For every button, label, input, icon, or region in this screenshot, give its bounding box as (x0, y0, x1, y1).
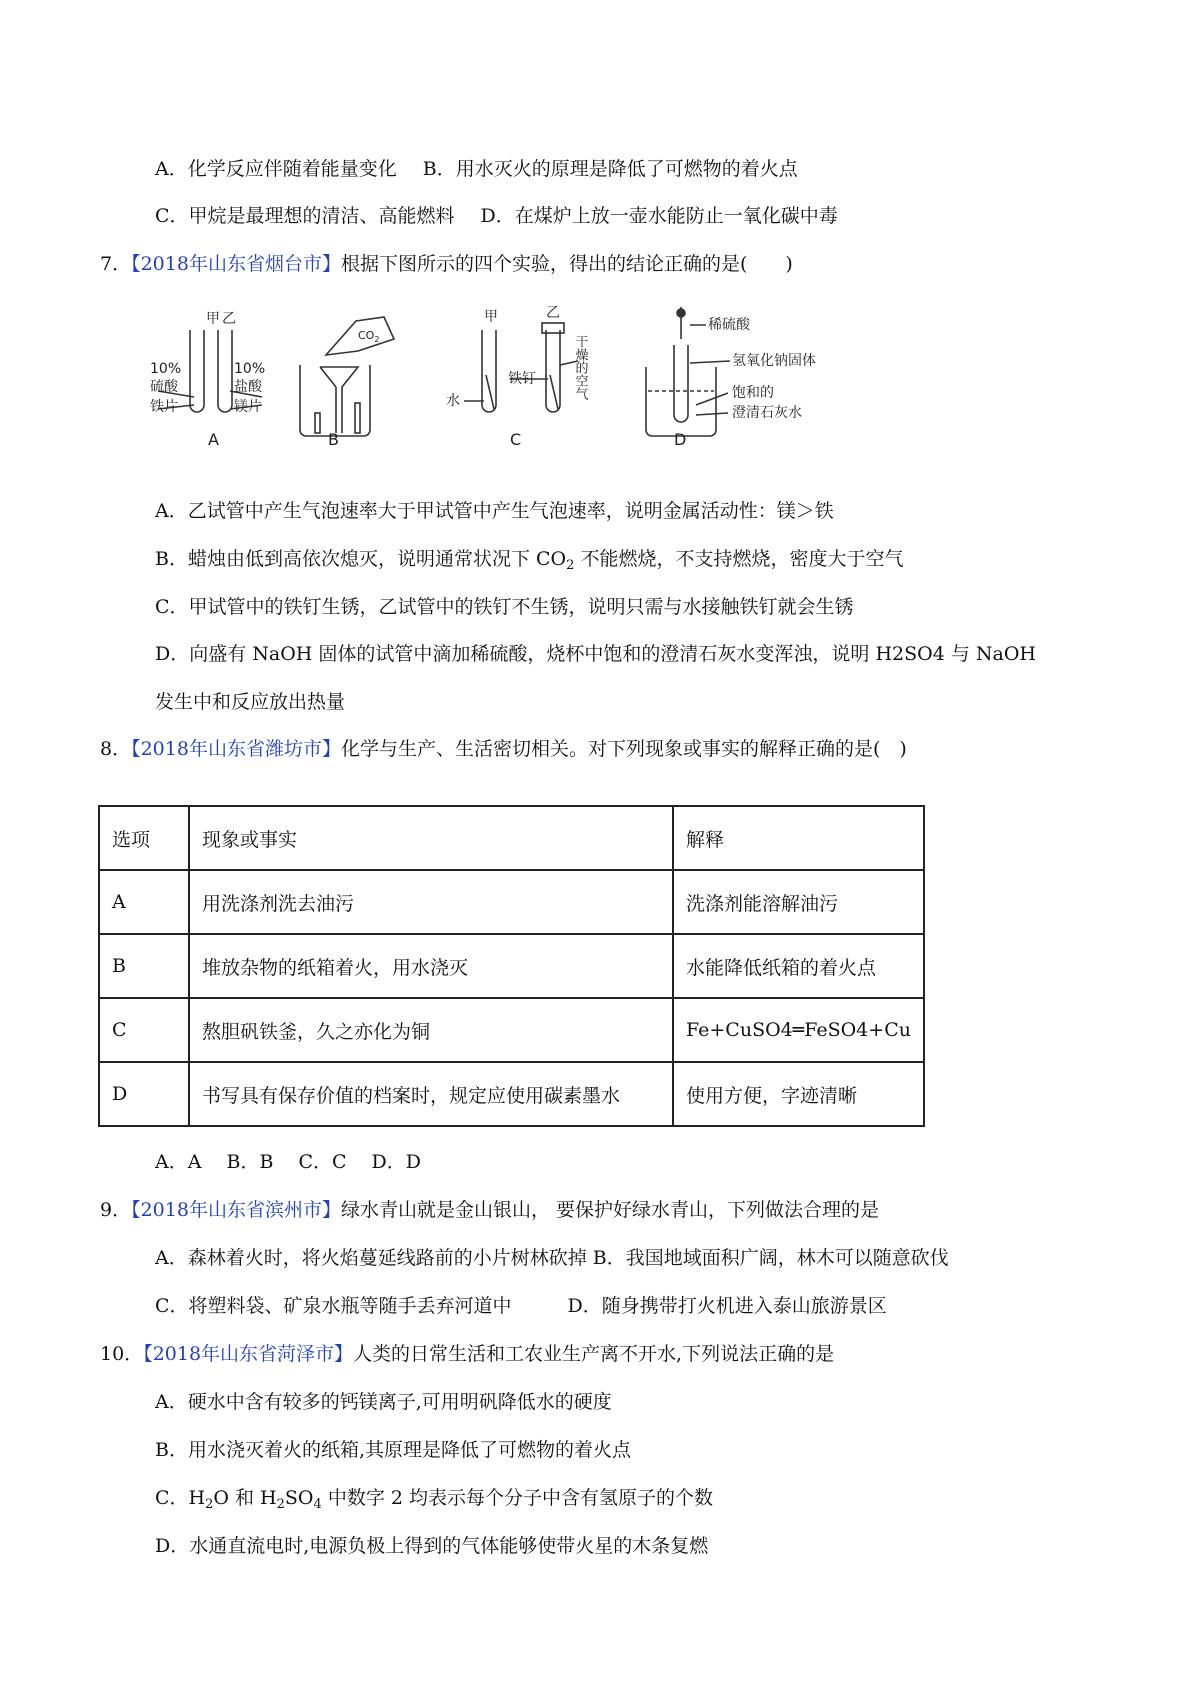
q9-option-c: C．将塑料袋、矿泉水瓶等随手丢弃河道中 (155, 1295, 512, 1317)
table-row (99, 934, 924, 998)
label-panel-a: A (208, 430, 219, 449)
q8-table (98, 805, 925, 1127)
tube-jia-a (190, 330, 204, 412)
q7-option-d-line-2: 发生中和反应放出热量 (155, 691, 346, 713)
table-cell: 堆放杂物的纸箱着火，用水浇灭 (189, 934, 673, 998)
q10-option-c: C．$H_2O$ 和 $H_2SO_4$ 中数字 2 均表示每个分子中含有氢原子的个数 (155, 1487, 713, 1512)
table-cell: C (99, 998, 189, 1062)
q6-option-a: A．化学反应伴随着能量变化 (155, 158, 397, 180)
q8-source: 【2018年山东省潍坊市】 (131, 738, 341, 760)
q9-option-d: D．随身携带打火机进入泰山旅游景区 (567, 1295, 887, 1317)
q8-stem: 8．【2018年山东省潍坊市】化学与生产、生活密切相关。对下列现象或事实的解释正确的是( ) (100, 738, 907, 760)
label-dry-air: 干燥的空气 (572, 335, 588, 400)
label-saturated: 饱和的 (732, 385, 774, 401)
q10-source: 【2018年山东省菏泽市】 (143, 1343, 354, 1365)
q7-source: 【2018年山东省烟台市】 (131, 253, 341, 275)
table-cell: 使用方便，字迹清晰 (673, 1062, 924, 1126)
experiment-diagrams (150, 305, 920, 500)
label-hydrochloric-acid: 盐酸 (234, 379, 262, 395)
table-row (99, 870, 924, 934)
label-naoh-solid: 氢氧化钠固体 (732, 353, 816, 369)
q10-option-d: D．水通直流电时,电源负极上得到的气体能够使带火星的木条复燃 (155, 1535, 709, 1557)
table-row (99, 1062, 924, 1126)
label-panel-c: C (510, 430, 522, 449)
table-cell: A (99, 870, 189, 934)
table-row (99, 998, 924, 1062)
label-iron-sheet: 铁片 (150, 399, 178, 415)
table-cell: D (99, 1062, 189, 1126)
table-cell: 熬胆矾铁釜，久之亦化为铜 (189, 998, 673, 1062)
q6-option-b: B．用水灭火的原理是降低了可燃物的着火点 (422, 158, 798, 180)
q7-experiment-figure (150, 305, 920, 500)
label-10pct-left: 10% (150, 361, 182, 377)
label-panel-b: B (328, 430, 339, 449)
q10-option-a: A．硬水中含有较多的钙镁离子,可用明矾降低水的硬度 (155, 1391, 612, 1413)
table-header-cell: 选项 (99, 806, 189, 870)
label-sulfuric-acid: 硫酸 (150, 379, 178, 395)
table-cell: B (99, 934, 189, 998)
table-cell: 洗涤剂能溶解油污 (673, 870, 924, 934)
label-yi-c: 乙 (546, 305, 560, 321)
q6-option-d: D．在煤炉上放一壶水能防止一氧化碳中毒 (480, 205, 838, 227)
q9-stem: 9．【2018年山东省滨州市】绿水青山就是金山银山， 要保护好绿水青山，下列做法合理的是 (100, 1199, 879, 1221)
q10-stem: 10．【2018年山东省菏泽市】人类的日常生活和工农业生产离不开水,下列说法正确的是 (100, 1343, 835, 1365)
tube-jia-c (482, 330, 496, 412)
q10-option-b: B．用水浇灭着火的纸箱,其原理是降低了可燃物的着火点 (155, 1439, 632, 1461)
label-iron-nail: 铁钉 (508, 371, 536, 387)
q9-source: 【2018年山东省滨州市】 (131, 1199, 341, 1221)
tube-yi-a (218, 330, 232, 412)
label-jia-a: 甲 (206, 311, 220, 327)
table-cell: 用洗涤剂洗去油污 (189, 870, 673, 934)
label-co2: $CO_2$ (358, 329, 380, 344)
label-10pct-right: 10% (234, 361, 266, 377)
label-dilute-sulfuric-acid: 稀硫酸 (708, 317, 750, 333)
q7-option-a: A．乙试管中产生气泡速率大于甲试管中产生气泡速率，说明金属活动性：镁＞铁 (155, 500, 834, 522)
q9-options-ab: A．森林着火时，将火焰蔓延线路前的小片树林砍掉 B．我国地域面积广阔，林木可以随意砍伐 (155, 1247, 949, 1269)
table-header-cell: 现象或事实 (189, 806, 673, 870)
label-yi-a: 乙 (222, 311, 236, 327)
table-cell: 水能降低纸箱的着火点 (673, 934, 924, 998)
label-magnesium-sheet: 镁片 (234, 399, 262, 415)
q9-options-cd (155, 1292, 887, 1320)
q7-stem: 7．【2018年山东省烟台市】根据下图所示的四个实验，得出的结论正确的是( ) (100, 253, 793, 275)
table-header-row (99, 806, 924, 870)
q7-option-d-line-1: D．向盛有 NaOH 固体的试管中滴加稀硫酸，烧杯中饱和的澄清石灰水变浑浊，说明 H2SO4 与 NaOH (155, 643, 1036, 665)
q6-option-c: C．甲烷是最理想的清洁、高能燃料 (155, 205, 455, 227)
tube-d (674, 345, 688, 422)
label-limewater: 澄清石灰水 (732, 405, 802, 421)
q7-option-c: C．甲试管中的铁钉生锈，乙试管中的铁钉不生锈，说明只需与水接触铁钉就会生锈 (155, 596, 854, 618)
table-cell: 书写具有保存价值的档案时，规定应使用碳素墨水 (189, 1062, 673, 1126)
q8-choices: A．A B．B C．C D．D (155, 1151, 422, 1173)
q7-option-b: B．蜡烛由低到高依次熄灭，说明通常状况下 $CO_2$ 不能燃烧，不支持燃烧，密度大于空气 (155, 548, 904, 573)
tube-yi-c (546, 330, 560, 412)
q6-options-row-2 (155, 202, 838, 230)
label-water: 水 (446, 393, 460, 409)
table-cell: Fe+CuSO4═FeSO4+Cu (673, 998, 924, 1062)
q6-options-row-1 (155, 155, 798, 183)
label-jia-c: 甲 (484, 309, 498, 325)
table-header-cell: 解释 (673, 806, 924, 870)
label-panel-d: D (674, 430, 687, 449)
